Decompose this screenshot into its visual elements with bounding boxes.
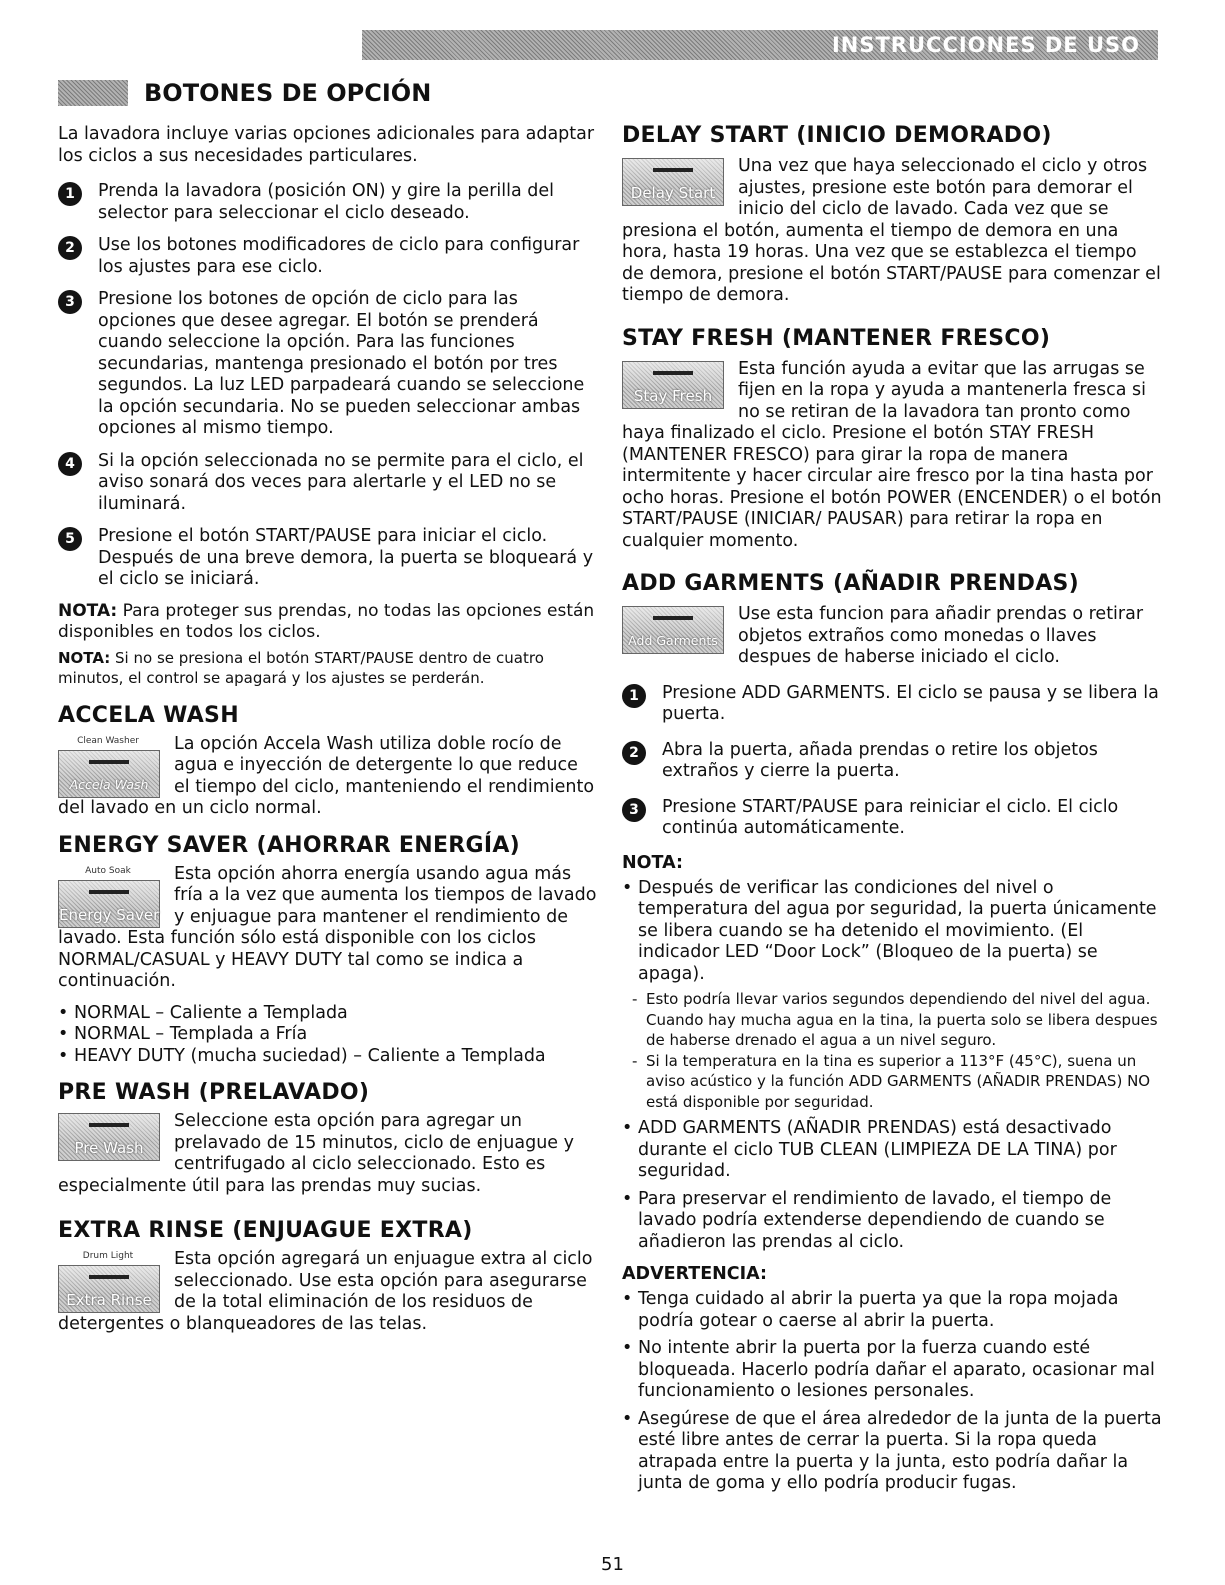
energy-saver-list xyxy=(58,1003,598,1068)
accela-wash-title: ACCELA WASH xyxy=(58,702,239,728)
indicator-bar-icon xyxy=(653,616,693,620)
delay-start-text: Una vez que haya seleccionado el ciclo y otros ajustes, presione este botón para demorar el inicio del ciclo de lavado. Cada vez que se presiona el botón, aumenta el tiempo de demora en una hora, hasta 19 horas. Una vez que se establezca el tiempo de demora, presione el botón START/PAUSE para comenzar el tiempo de demora. xyxy=(622,156,1161,305)
step-number-icon: 3 xyxy=(58,290,82,314)
accela-wash-option xyxy=(58,734,598,820)
step-5 xyxy=(58,526,598,591)
list-item: - Si la temperatura en la tina es superior a 113°F (45°C), suena un aviso acústico y la función ADD GARMENTS (AÑADIR PRENDAS) NO está disponible por seguridad. xyxy=(632,1051,1162,1113)
button-label: Delay Start xyxy=(630,184,716,202)
delay-start-option xyxy=(622,156,1162,307)
list-item: - Esto podría llevar varios segundos dependiendo del nivel del agua. Cuando hay mucha agua en la tina, la puerta solo se libera despues de haberse drenado el agua a un nivel seguro. xyxy=(632,989,1162,1051)
extra-rinse-title: EXTRA RINSE (ENJUAGUE EXTRA) xyxy=(58,1218,473,1243)
add-garments-title: ADD GARMENTS (AÑADIR PRENDAS) xyxy=(622,571,1080,596)
note-label: NOTA: xyxy=(58,600,118,621)
warning-list xyxy=(622,1289,1162,1495)
pre-wash-button[interactable] xyxy=(58,1113,160,1161)
left-column xyxy=(58,124,598,1335)
add-garments-step-1 xyxy=(622,683,1162,726)
step-1 xyxy=(58,181,598,224)
nota-list xyxy=(622,878,1162,986)
stay-fresh-button[interactable] xyxy=(622,361,724,409)
intro-text: La lavadora incluye varias opciones adicionales para adaptar los ciclos a sus necesidades particulares. xyxy=(58,124,595,166)
section-title: BOTONES DE OPCIÓN xyxy=(144,79,432,107)
step-text: Presione el botón START/PAUSE para iniciar el ciclo. Después de una breve demora, la puerta se bloqueará y el ciclo se iniciará. xyxy=(98,526,594,589)
pre-wash-title: PRE WASH (PRELAVADO) xyxy=(58,1080,370,1105)
header-banner xyxy=(362,30,1158,60)
add-garments-step-2 xyxy=(622,740,1162,783)
step-text: Abra la puerta, añada prendas o retire los objetos extraños y cierre la puerta. xyxy=(662,739,1098,781)
step-text: Presione los botones de opción de ciclo para las opciones que desee agregar. El botón se prenderá cuando seleccione la opción. Para las funciones secundarias, mantenga presionado el botón por tres segundos. La luz LED parpadeará cuando se seleccione la opción secundaria. No se pueden seleccionar ambas opciones al mismo tiempo. xyxy=(98,289,585,438)
step-text: Presione START/PAUSE para reiniciar el ciclo. El ciclo continúa automáticamente. xyxy=(662,796,1119,838)
step-text: Use los botones modificadores de ciclo para configurar los ajustes para ese ciclo. xyxy=(98,235,580,277)
indicator-bar-icon xyxy=(89,1275,129,1279)
delay-start-button[interactable] xyxy=(622,158,724,206)
step-text: Si la opción seleccionada no se permite para el ciclo, el aviso sonará dos veces para alertarle y el LED no se iluminará. xyxy=(98,450,584,514)
step-number-icon: 3 xyxy=(622,798,646,822)
button-caption: Drum Light xyxy=(82,1251,134,1261)
extra-rinse-button[interactable] xyxy=(58,1265,160,1313)
pre-wash-option xyxy=(58,1111,598,1197)
list-item: • Asegúrese de que el área alrededor de la junta de la puerta esté libre antes de cerrar la puerta. Si la ropa queda atrapada entre la puerta y la junta, esto podría dañar la junta de goma y ello podría producir fugas. xyxy=(622,1409,1162,1495)
indicator-bar-icon xyxy=(89,890,129,894)
add-garments-step-3 xyxy=(622,797,1162,840)
add-garments-text: Use esta funcion para añadir prendas o retirar objetos extraños como monedas o llaves despues de haberse iniciado el ciclo. xyxy=(738,604,1144,667)
indicator-bar-icon xyxy=(89,760,129,764)
right-column xyxy=(622,122,1162,1495)
button-label: Pre Wash xyxy=(74,1139,144,1157)
note-label: NOTA: xyxy=(58,648,111,667)
accela-wash-text: La opción Accela Wash utiliza doble rocío de agua e inyección de detergente lo que reduce el tiempo del ciclo, manteniendo el rendimiento del lavado en un ciclo normal. xyxy=(58,733,595,818)
button-caption: Clean Washer xyxy=(77,735,139,746)
stay-fresh-option xyxy=(622,359,1162,553)
warning-heading: ADVERTENCIA: xyxy=(622,1264,768,1284)
list-item: • Tenga cuidado al abrir la puerta ya que la ropa mojada podría gotear o caerse al abrir la puerta. xyxy=(622,1289,1162,1332)
step-number-icon: 1 xyxy=(622,684,646,708)
button-label: Stay Fresh xyxy=(633,386,713,405)
step-3 xyxy=(58,289,598,440)
add-garments-option xyxy=(622,604,1162,669)
list-item: • Para preservar el rendimiento de lavado, el tiempo de lavado podría extenderse dependiendo de cuando se añadieron las prendas al ciclo. xyxy=(622,1189,1162,1254)
list-item: • ADD GARMENTS (AÑADIR PRENDAS) está desactivado durante el ciclo TUB CLEAN (LIMPIEZA DE LA TINA) por seguridad. xyxy=(622,1118,1162,1183)
extra-rinse-text: Esta opción agregará un enjuague extra al ciclo seleccionado. Use esta opción para asegurarse de la total eliminación de los residuos de detergentes o blanqueadores de las telas. xyxy=(58,1249,593,1334)
nota-sub-list xyxy=(632,989,1162,1112)
indicator-bar-icon xyxy=(653,371,693,375)
button-label: Energy Saver xyxy=(59,905,160,924)
nota-heading: NOTA: xyxy=(622,852,683,873)
button-label: Accela Wash xyxy=(69,776,149,792)
energy-saver-option xyxy=(58,864,598,993)
list-item: • Después de verificar las condiciones del nivel o temperatura del agua por seguridad, la puerta únicamente se libera cuando se ha detenido el movimiento. (El indicador LED “Door Lock” (Bloqueo de la puerta) se apaga). xyxy=(622,878,1162,986)
note-2 xyxy=(58,648,598,688)
delay-start-title: DELAY START (INICIO DEMORADO) xyxy=(622,123,1052,148)
step-number-icon: 2 xyxy=(58,236,82,260)
list-item: • HEAVY DUTY (mucha suciedad) – Caliente a Templada xyxy=(58,1046,598,1068)
pre-wash-text: Seleccione esta opción para agregar un prelavado de 15 minutos, ciclo de enjuague y centrifugado al ciclo seleccionado. Esto es especialmente útil para las prendas muy sucias. xyxy=(58,1111,574,1196)
step-text: Prenda la lavadora (posición ON) y gire la perilla del selector para seleccionar el ciclo deseado. xyxy=(98,181,554,223)
energy-saver-button[interactable] xyxy=(58,880,160,928)
accela-wash-button[interactable] xyxy=(58,750,160,798)
button-caption: Auto Soak xyxy=(85,865,131,876)
button-label: Add Garments xyxy=(628,633,718,648)
step-number-icon: 1 xyxy=(58,182,82,206)
step-number-icon: 5 xyxy=(58,527,82,551)
step-number-icon: 4 xyxy=(58,452,82,476)
list-item: • NORMAL – Templada a Fría xyxy=(58,1024,598,1046)
page-number: 51 xyxy=(601,1554,624,1575)
energy-saver-text: Esta opción ahorra energía usando agua más fría a la vez que aumenta los tiempos de lavado y enjuague para mantener el rendimiento de lavado. Esta función sólo está disponible con los ciclos NORMAL/CASUAL y HEAVY DUTY tal como se indica a continuación. xyxy=(58,863,597,991)
note-text: Si no se presiona el botón START/PAUSE dentro de cuatro minutos, el control se apagará y los ajustes se perderán. xyxy=(58,648,544,687)
indicator-bar-icon xyxy=(653,168,693,172)
step-text: Presione ADD GARMENTS. El ciclo se pausa y se libera la puerta. xyxy=(662,682,1159,724)
section-heading xyxy=(58,79,431,107)
button-label: Extra Rinse xyxy=(66,1291,152,1309)
list-item: • NORMAL – Caliente a Templada xyxy=(58,1003,598,1025)
indicator-bar-icon xyxy=(89,1123,129,1127)
extra-rinse-option xyxy=(58,1249,598,1335)
energy-saver-title: ENERGY SAVER (AHORRAR ENERGÍA) xyxy=(58,832,521,858)
banner-title: INSTRUCCIONES DE USO xyxy=(831,33,1140,57)
step-4 xyxy=(58,451,598,516)
add-garments-button[interactable] xyxy=(622,606,724,654)
heading-block-icon xyxy=(58,80,128,106)
list-item: • No intente abrir la puerta por la fuerza cuando esté bloqueada. Hacerlo podría dañar el aparato, ocasionar mal funcionamiento o lesiones personales. xyxy=(622,1338,1162,1403)
step-number-icon: 2 xyxy=(622,741,646,765)
stay-fresh-text: Esta función ayuda a evitar que las arrugas se fijen en la ropa y ayuda a mantenerla fresca si no se retiran de la lavadora tan pronto como haya finalizado el ciclo. Presione el botón STAY FRESH (MANTENER FRESCO) para girar la ropa de manera intermitente y hacer circular aire fresco por la tina hasta por ocho horas. Presione el botón POWER (ENCENDER) o el botón START/PAUSE (INICIAR/ PAUSAR) para retirar la ropa en cualquier momento. xyxy=(622,358,1162,551)
note-1 xyxy=(58,601,598,644)
stay-fresh-title: STAY FRESH (MANTENER FRESCO) xyxy=(622,325,1051,351)
note-text: Para proteger sus prendas, no todas las opciones están disponibles en todos los ciclos. xyxy=(58,600,595,642)
step-2 xyxy=(58,235,598,278)
nota-list-more xyxy=(622,1118,1162,1253)
